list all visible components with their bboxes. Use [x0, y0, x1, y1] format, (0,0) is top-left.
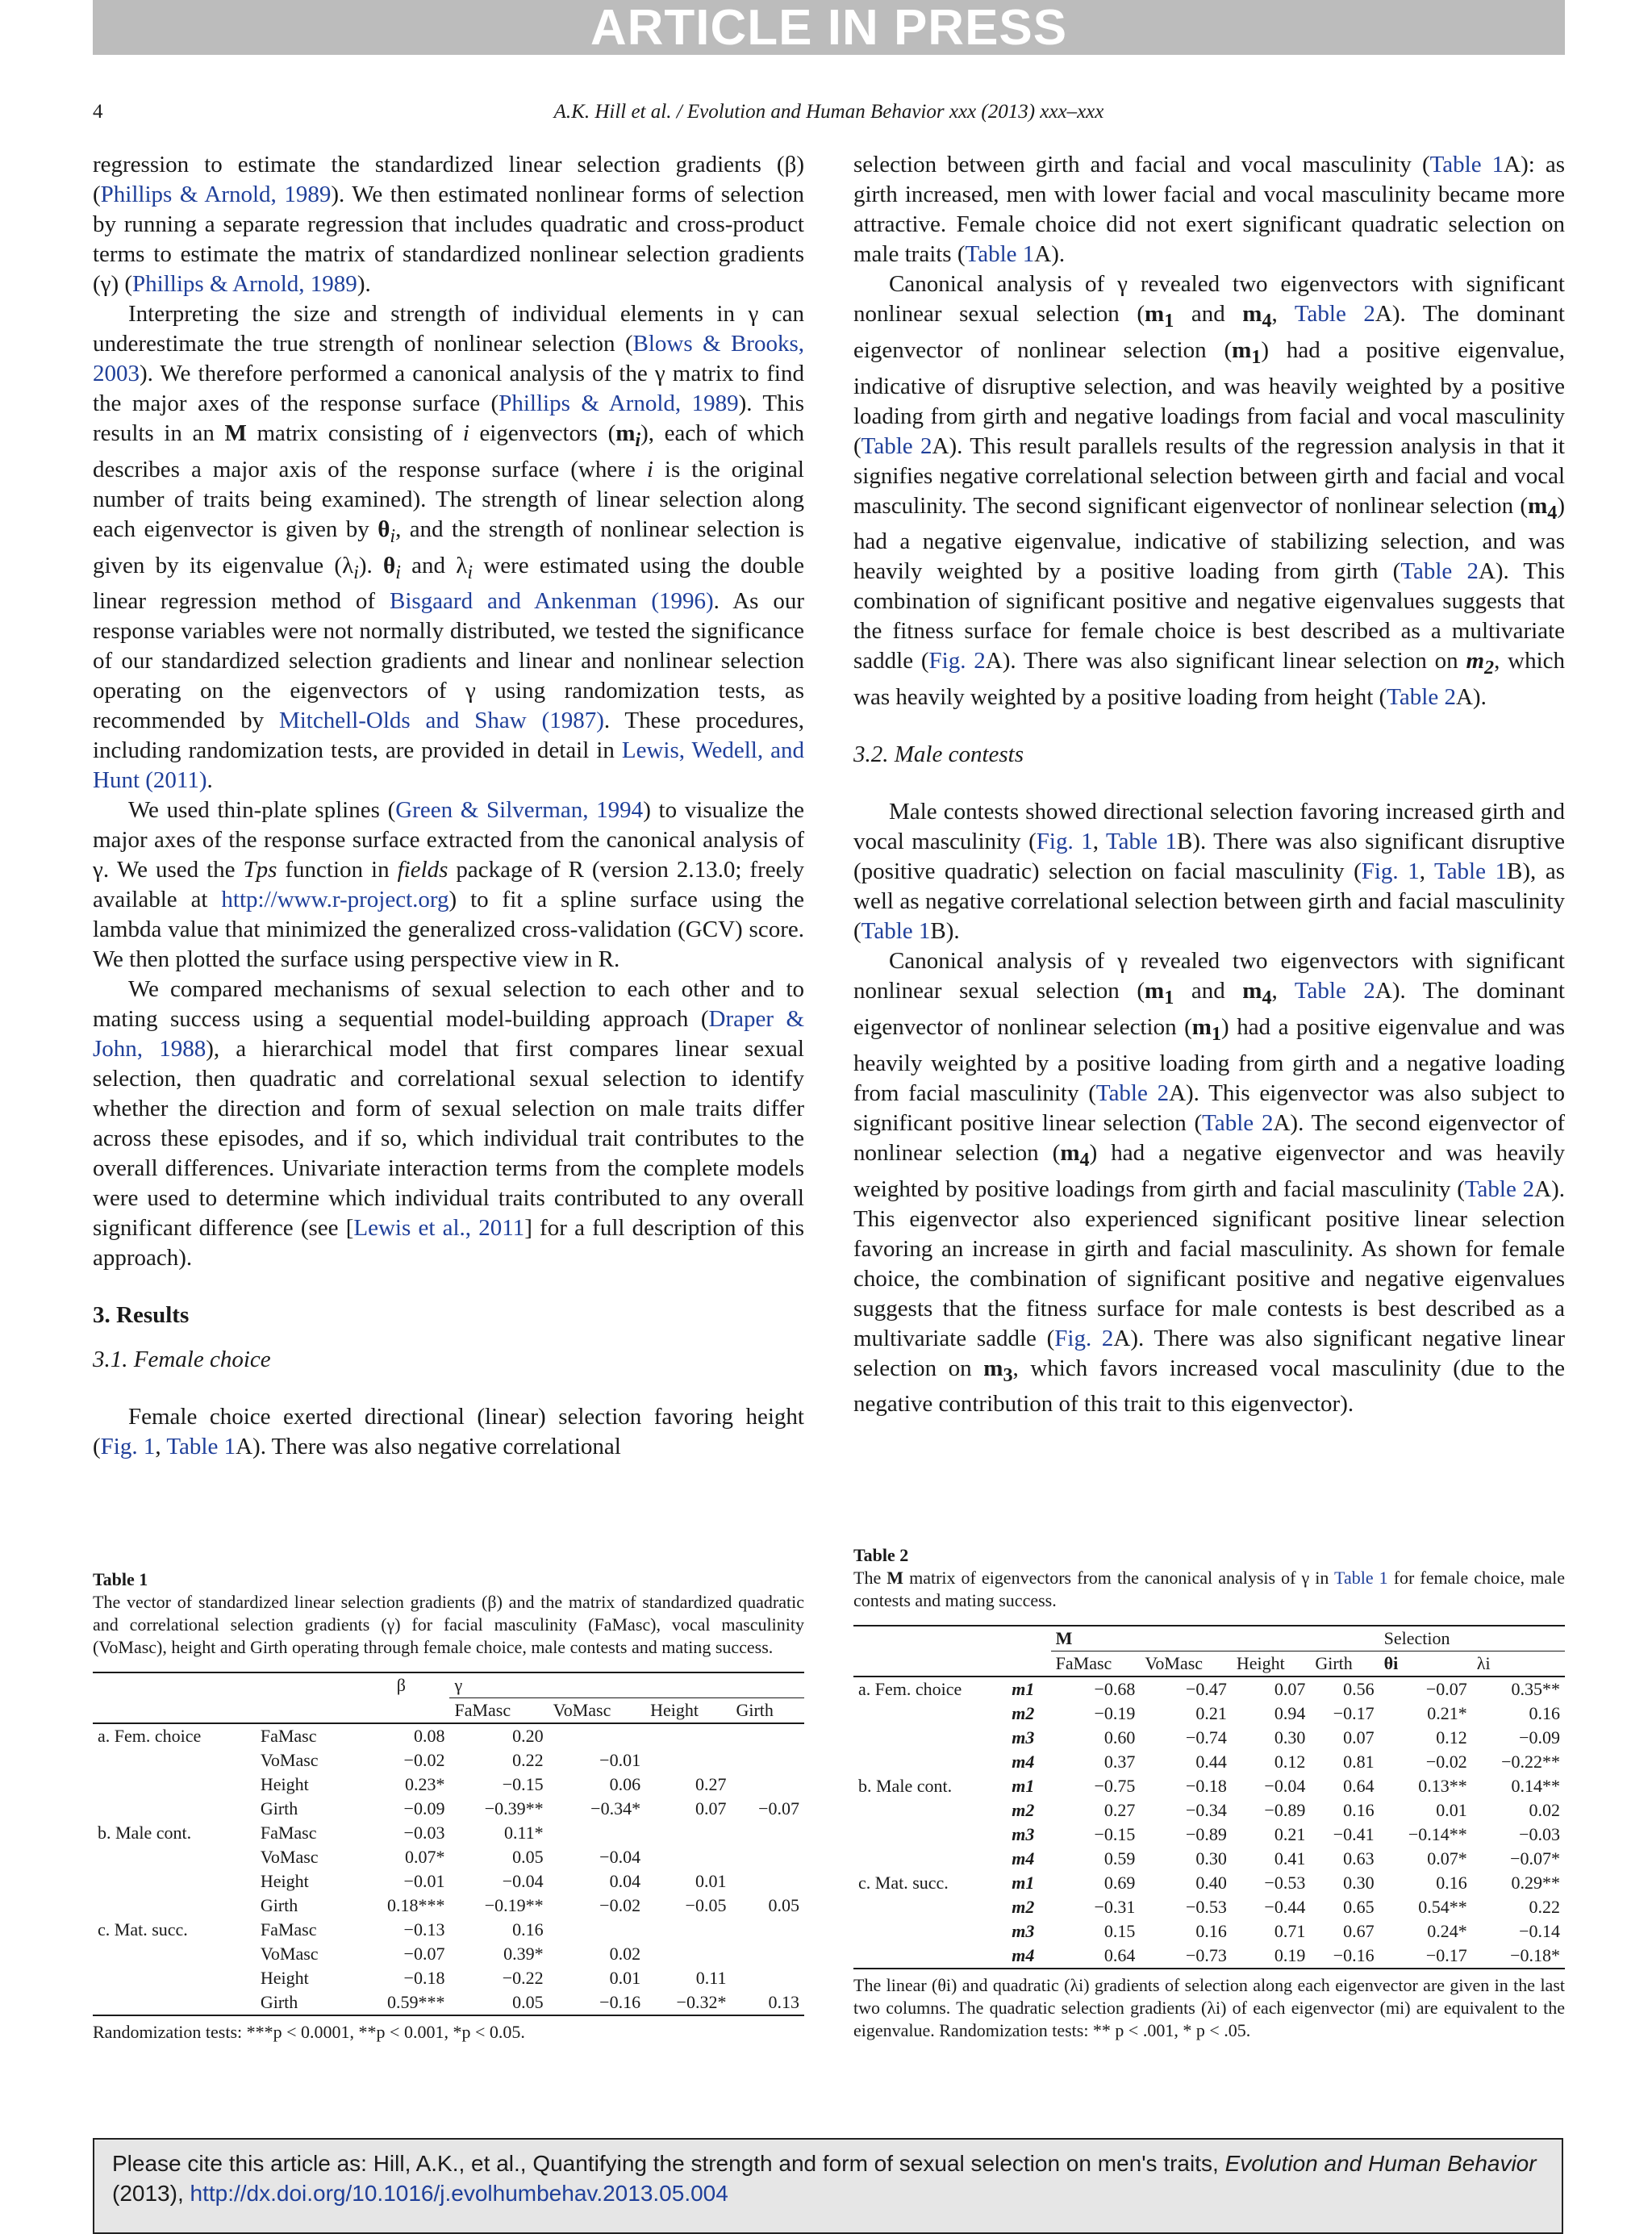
table-cell: 0.04 [609, 1871, 641, 1891]
table-cell: −0.01 [599, 1750, 641, 1770]
table-cell: 0.63 [1343, 1848, 1375, 1869]
table-cell: 0.12 [1274, 1752, 1306, 1772]
paragraph-female-choice-3: Canonical analysis of γ revealed two eigenvectors with significant nonlinear sexual selection ($m_1$ and $m_4$, Table 2A). The dominant eigenvector of nonlinear selection $(m_1)$ had a positive eigenvalue, indicative of disruptive selection, and was heavily weighted by a positive loading from girth and negative loadings from facial and vocal masculinity (Table 2A). This result parallels results of the regression analysis in that it signifies negative correlational selection between girth and facial and vocal masculinity. The second significant eigenvector of nonlinear selection $(m_4)$ had a negative eigenvalue, indicative of stabilizing selection, and was heavily weighted by a positive loading from girth (Table 2A). This combination of significant positive and negative eigenvalues suggests that the fitness surface for female choice is best described as a multivariate saddle (Fig. 2A). There was also significant linear selection on $m_2$, which was heavily weighted by a positive loading from height (Table 2A). [853, 271, 1565, 711]
table-cell: Height [260, 1871, 309, 1891]
table-cell: FaMasc [260, 1823, 317, 1843]
table-2-col-header: VoMasc [1145, 1653, 1204, 1673]
ref-link[interactable]: Draper & John, 1988 [93, 1006, 804, 1063]
table-1-gamma-header: γ [449, 1672, 804, 1698]
fig-link[interactable]: Fig. 1 [100, 1434, 156, 1460]
table-cell [645, 1918, 731, 1942]
table-cell: Girth [260, 1798, 298, 1819]
table-cell: 0.20 [512, 1726, 544, 1746]
table-cell [549, 1723, 645, 1748]
section-heading-results: 3. Results [93, 1302, 190, 1329]
table-cell [731, 1723, 804, 1748]
table-cell: −0.04 [502, 1871, 544, 1891]
table-cell: 0.05 [512, 1992, 544, 2012]
table-row [93, 1942, 804, 1966]
table-row [93, 1894, 804, 1918]
table-cell: 0.44 [1195, 1752, 1227, 1772]
table-cell [549, 1821, 645, 1845]
table-row [853, 1847, 1565, 1871]
table-link[interactable]: Table 1 [965, 241, 1035, 267]
table-cell: 0.01 [695, 1871, 727, 1891]
table-cell: −0.07 [403, 1944, 445, 1964]
table-cell: −0.07 [758, 1798, 799, 1819]
table-cell [731, 1845, 804, 1869]
table-cell: −0.04 [1264, 1776, 1306, 1796]
table-2-col-header: Girth [1315, 1653, 1353, 1673]
table-cell [853, 1702, 1007, 1726]
table-cell: 0.16 [512, 1919, 544, 1940]
table-2-footnote: The linear (θi) and quadratic (λi) gradients of selection along each eigenvector are given in the last two columns. The quadratic selection gradients (λi) of each eigenvector (mi) are equivalent to the eigenvalue. Randomization tests: ** p < .001, * p < .05. [853, 1968, 1565, 2042]
table-cell: −0.09 [1519, 1727, 1560, 1748]
table-cell: 0.22 [512, 1750, 544, 1770]
table-cell [549, 1918, 645, 1942]
r-project-link[interactable]: http://www.r-project.org [221, 887, 449, 913]
table-cell: 0.01 [609, 1968, 641, 1988]
ref-link[interactable]: Phillips & Arnold, 1989 [100, 182, 332, 207]
table-cell: b. Male cont. [858, 1776, 953, 1796]
table-cell: −0.13 [403, 1919, 445, 1940]
table-cell [731, 1942, 804, 1966]
table-cell: −0.14** [1408, 1824, 1467, 1844]
table-cell: −0.31 [1094, 1897, 1136, 1917]
table-1-title: Table 1 [93, 1569, 148, 1589]
table-cell: m2 [1012, 1800, 1035, 1820]
table-cell: 0.16 [1343, 1800, 1375, 1820]
table-cell: 0.07* [1427, 1848, 1467, 1869]
table-cell [853, 1798, 1007, 1823]
table-cell [93, 1966, 256, 1990]
table-cell: 0.13** [1418, 1776, 1467, 1796]
table-cell: −0.18* [1510, 1945, 1560, 1965]
table-cell: −0.15 [1094, 1824, 1136, 1844]
table-cell: VoMasc [260, 1750, 319, 1770]
table-row [93, 1990, 804, 2015]
table-cell: VoMasc [260, 1944, 319, 1964]
table-cell: −0.41 [1333, 1824, 1375, 1844]
fig-link[interactable]: Fig. 2 [1054, 1325, 1114, 1351]
table-1-beta-header: β [396, 1675, 406, 1696]
article-in-press-banner: ARTICLE IN PRESS [93, 0, 1565, 55]
table-cell: 0.16 [1529, 1703, 1560, 1723]
table-2-col-header: FaMasc [1055, 1653, 1112, 1673]
table-cell: −0.03 [1519, 1824, 1560, 1844]
table-cell: −0.19 [1094, 1703, 1136, 1723]
table-cell: −0.19** [484, 1895, 544, 1915]
table-cell: 0.30 [1343, 1873, 1375, 1893]
table-link[interactable]: Table 2 [1294, 301, 1375, 327]
table-row [853, 1944, 1565, 1968]
table-cell: −0.02 [403, 1750, 445, 1770]
table-cell: −0.14 [1519, 1921, 1560, 1941]
doi-link[interactable]: http://dx.doi.org/10.1016/j.evolhumbehav.2013.05.004 [190, 2181, 728, 2206]
table-row [93, 1918, 804, 1942]
table-cell: m4 [1012, 1945, 1035, 1965]
table-cell [853, 1944, 1007, 1968]
table-row [93, 1845, 804, 1869]
table-cell: −0.07* [1510, 1848, 1560, 1869]
table-cell: 0.40 [1195, 1873, 1227, 1893]
table-cell: 0.59*** [386, 1992, 445, 2012]
table-cell: m3 [1012, 1727, 1035, 1748]
table-cell [731, 1869, 804, 1894]
fig-link[interactable]: Fig. 1 [1036, 829, 1093, 855]
table-cell: −0.07 [1425, 1679, 1467, 1699]
table-cell: 0.07 [1274, 1679, 1306, 1699]
table-cell: m2 [1012, 1897, 1035, 1917]
table-cell: −0.44 [1264, 1897, 1306, 1917]
table-cell [731, 1821, 804, 1845]
subsection-heading-male-contests: 3.2. Male contests [853, 741, 1024, 768]
table-2-grid [853, 1625, 1565, 1968]
table-link[interactable]: Table 1 [1105, 829, 1177, 855]
paragraph-methods-4: We compared mechanisms of sexual selection to each other and to mating success using a sequential model-building approach (Draper & John, 1988), a hierarchical model that first compares linear sexual selection, then quadratic and correlational sexual selection to identify whether the direction and form of sexual selection on male traits differ across these episodes, and if so, which individual trait contributes to the overall differences. Univariate interaction terms from the complete models were used to determine which individual traits contributed to any overall significant difference (see [Lewis et al., 2011] for a full description of this approach). [93, 976, 804, 1272]
table-cell: −0.89 [1264, 1800, 1306, 1820]
table-cell: −0.22 [502, 1968, 544, 1988]
table-cell: −0.02 [599, 1895, 641, 1915]
table-1-caption: The vector of standardized linear selection gradients (β) and the matrix of standardized quadratic and correlational selection gradients (γ) for facial masculinity (FaMasc), vocal masculinity (VoMasc), height and Girth operating through female choice, male contests and mating success. [93, 1592, 804, 1657]
table-cell: Height [260, 1774, 309, 1794]
table-cell [853, 1823, 1007, 1847]
table-1-col-header: FaMasc [454, 1700, 511, 1720]
table-link[interactable]: Table 2 [1294, 978, 1375, 1004]
paragraph-female-choice-2: selection between girth and facial and vocal masculinity (Table 1A): as girth increased, men with lower facial and vocal masculinity became more attractive. Female choice did not exert significant quadratic selection on male traits (Table 1A). [853, 152, 1565, 267]
table-cell [93, 1990, 256, 2015]
table-cell: 0.54** [1418, 1897, 1467, 1917]
table-cell: −0.02 [1425, 1752, 1467, 1772]
table-1-footnote: Randomization tests: ***p < 0.0001, **p < 0.001, *p < 0.05. [93, 2015, 804, 2044]
table-link[interactable]: Table 2 [861, 432, 932, 459]
table-cell [645, 1723, 731, 1748]
table-cell: −0.22** [1501, 1752, 1560, 1772]
table-cell: −0.34* [590, 1798, 641, 1819]
table-cell: Height [260, 1968, 309, 1988]
table-cell: 0.12 [1436, 1727, 1467, 1748]
table-link[interactable]: Table 1 [1334, 1568, 1388, 1588]
table-cell [93, 1894, 256, 1918]
table-cell: VoMasc [260, 1847, 319, 1867]
ref-link[interactable]: Phillips & Arnold, 1989 [132, 271, 357, 297]
table-cell: 0.21 [1195, 1703, 1227, 1723]
table-link[interactable]: Table 1 [861, 918, 931, 945]
ref-link[interactable]: Bisgaard and Ankenman (1996) [389, 588, 714, 615]
table-row [853, 1919, 1565, 1944]
table-cell: 0.41 [1274, 1848, 1306, 1869]
table-cell: m4 [1012, 1848, 1035, 1869]
running-head: A.K. Hill et al. / Evolution and Human Behavior xxx (2013) xxx–xxx [553, 101, 1104, 123]
table-cell: 0.67 [1343, 1921, 1375, 1941]
table-cell: −0.16 [599, 1992, 641, 2012]
table-link[interactable]: Table 1 [1429, 152, 1504, 177]
table-cell: 0.64 [1343, 1776, 1375, 1796]
table-cell [645, 1845, 731, 1869]
table-cell: −0.39** [484, 1798, 544, 1819]
table-cell [93, 1773, 256, 1797]
table-cell: 0.05 [512, 1847, 544, 1867]
page-number: 4 [93, 101, 103, 123]
table-row [853, 1726, 1565, 1750]
table-cell: −0.03 [403, 1823, 445, 1843]
table-2-col-header: Height [1236, 1653, 1285, 1673]
table-cell: −0.53 [1264, 1873, 1306, 1893]
paragraph-female-choice-1: Female choice exerted directional (linear) selection favoring height (Fig. 1, Table 1A). There was also negative correlational [93, 1404, 804, 1460]
table-2 [853, 1544, 1565, 2042]
table-row [853, 1702, 1565, 1726]
table-link[interactable]: Table 1 [1434, 858, 1508, 885]
table-1-col-header: Girth [736, 1700, 774, 1720]
table-row [93, 1797, 804, 1821]
table-cell: 0.19 [1274, 1945, 1306, 1965]
ref-link[interactable]: Phillips & Arnold, 1989 [499, 390, 739, 416]
ref-link[interactable]: Blows & Brooks, 2003 [93, 331, 804, 386]
table-cell: 0.07 [695, 1798, 727, 1819]
table-cell: 0.07 [1343, 1727, 1375, 1748]
table-cell: −0.05 [685, 1895, 727, 1915]
table-2-title: Table 2 [853, 1545, 909, 1565]
table-cell: −0.34 [1185, 1800, 1227, 1820]
table-cell: 0.18*** [386, 1895, 445, 1915]
table-cell: 0.11 [695, 1968, 727, 1988]
table-cell: 0.24* [1427, 1921, 1467, 1941]
right-column [853, 150, 1565, 1419]
table-cell: 0.16 [1195, 1921, 1227, 1941]
table-cell: −0.89 [1185, 1824, 1227, 1844]
table-cell [93, 1845, 256, 1869]
table-cell: 0.35** [1511, 1679, 1560, 1699]
paragraph-methods-2: Interpreting the size and strength of individual elements in γ can underestimate the true strength of nonlinear selection (Blows & Brooks, 2003). We therefore performed a canonical analysis of the γ matrix to find the major axes of the response surface (Phillips & Arnold, 1989). This results in an M matrix consisting of i eigenvectors $(m_i)$, each of which describes a major axis of the response surface (where i is the original number of traits being examined). The strength of linear selection along each eigenvector is given by $\theta_i$, and the strength of nonlinear selection is given by its eigenvalue $(\lambda_i)$. $\theta_i$ and $\lambda_i$ were estimated using the double linear regression method of Bisgaard and Ankenman (1996). As our response variables were not normally distributed, we tested the significance of our standardized selection gradients and linear and nonlinear selection operating on the eigenvectors of γ using randomization tests, as recommended by Mitchell-Olds and Shaw (1987). These procedures, including randomization tests, are provided in detail in Lewis, Wedell, and Hunt (2011). [93, 301, 804, 794]
table-cell: Girth [260, 1992, 298, 2012]
table-row [93, 1869, 804, 1894]
table-link[interactable]: Table 2 [1202, 1109, 1274, 1136]
table-cell: m3 [1012, 1921, 1035, 1941]
table-cell: −0.17 [1425, 1945, 1467, 1965]
table-cell: 0.08 [413, 1726, 445, 1746]
table-cell: 0.14** [1511, 1776, 1560, 1796]
table-link[interactable]: Table 1 [166, 1434, 236, 1460]
table-cell [853, 1847, 1007, 1871]
table-cell: b. Male cont. [98, 1823, 192, 1843]
table-cell: −0.53 [1185, 1897, 1227, 1917]
table-cell: 0.02 [609, 1944, 641, 1964]
table-cell: 0.94 [1274, 1703, 1306, 1723]
table-1-grid [93, 1672, 804, 2015]
table-cell: 0.23* [404, 1774, 445, 1794]
table-cell: 0.27 [695, 1774, 727, 1794]
table-cell [93, 1748, 256, 1773]
table-cell: m3 [1012, 1824, 1035, 1844]
table-cell: 0.30 [1274, 1727, 1306, 1748]
table-row [853, 1677, 1565, 1702]
table-cell: m2 [1012, 1703, 1035, 1723]
table-cell [853, 1750, 1007, 1774]
table-cell: 0.56 [1343, 1679, 1375, 1699]
table-link[interactable]: Table 2 [1464, 1175, 1535, 1202]
table-cell: m1 [1012, 1776, 1035, 1796]
table-cell [645, 1821, 731, 1845]
table-row [93, 1748, 804, 1773]
table-cell [731, 1918, 804, 1942]
table-cell: FaMasc [260, 1726, 317, 1746]
left-column [93, 150, 804, 1462]
fig-link[interactable]: Fig. 1 [1361, 858, 1420, 885]
table-cell: m1 [1012, 1873, 1035, 1893]
table-cell [731, 1748, 804, 1773]
table-cell [645, 1942, 731, 1966]
table-cell: 0.13 [768, 1992, 799, 2012]
table-cell [731, 1773, 804, 1797]
ref-link[interactable]: Mitchell-Olds and Shaw (1987) [278, 708, 604, 734]
ref-link[interactable]: Green & Silverman, 1994 [395, 797, 644, 824]
table-cell: 0.30 [1195, 1848, 1227, 1869]
table-cell: m1 [1012, 1679, 1035, 1699]
table-cell: −0.17 [1333, 1703, 1375, 1723]
table-cell [93, 1797, 256, 1821]
table-cell [853, 1895, 1007, 1919]
table-2-col-header: θi [1383, 1653, 1399, 1673]
table-1 [93, 1568, 804, 2044]
table-cell: 0.29** [1511, 1873, 1560, 1893]
table-cell: 0.71 [1274, 1921, 1306, 1941]
paragraph-methods-1: regression to estimate the standardized linear selection gradients (β) (Phillips & Arnold, 1989). We then estimated nonlinear forms of selection by running a separate regression that includes quadratic and cross-product terms to estimate the matrix of standardized nonlinear selection gradients (γ) (Phillips & Arnold, 1989). [93, 152, 804, 297]
table-cell: −0.18 [403, 1968, 445, 1988]
table-cell: −0.47 [1185, 1679, 1227, 1699]
table-cell: −0.32* [676, 1992, 727, 2012]
table-cell: −0.15 [502, 1774, 544, 1794]
table-row [93, 1966, 804, 1990]
table-row [853, 1798, 1565, 1823]
table-cell: 0.21* [1427, 1703, 1467, 1723]
table-cell: −0.01 [403, 1871, 445, 1891]
table-row [93, 1723, 804, 1748]
table-cell: 0.07* [404, 1847, 445, 1867]
table-cell: 0.01 [1436, 1800, 1467, 1820]
citation-box: Please cite this article as: Hill, A.K., et al., Quantifying the strength and form of sexual selection on men's traits, Evolution and Human Behavior (2013), http://dx.doi.org/10.1016/j.evolhumbehav.2013.05.004 [93, 2138, 1563, 2234]
table-cell [93, 1869, 256, 1894]
table-cell: 0.65 [1343, 1897, 1375, 1917]
table-1-col-header: Height [650, 1700, 699, 1720]
table-cell: 0.60 [1103, 1727, 1136, 1748]
table-cell: 0.59 [1103, 1848, 1136, 1869]
subsection-heading-female-choice: 3.1. Female choice [93, 1347, 271, 1373]
table-cell: Girth [260, 1895, 298, 1915]
ref-link[interactable]: Lewis et al., 2011 [353, 1215, 525, 1242]
table-2-caption: The M matrix of eigenvectors from the canonical analysis of γ in Table 1 for female choice, male contests and mating success. [853, 1568, 1565, 1610]
table-cell: 0.06 [609, 1774, 641, 1794]
table-cell: −0.16 [1333, 1945, 1375, 1965]
table-cell: 0.64 [1103, 1945, 1136, 1965]
table-cell: −0.68 [1094, 1679, 1136, 1699]
table-link[interactable]: Table 2 [1095, 1079, 1170, 1106]
table-row [853, 1895, 1565, 1919]
table-cell: a. Fem. choice [98, 1726, 202, 1746]
table-cell: −0.04 [599, 1847, 641, 1867]
table-cell: 0.81 [1343, 1752, 1375, 1772]
table-cell: 0.02 [1529, 1800, 1560, 1820]
table-cell: c. Mat. succ. [98, 1919, 188, 1940]
table-2-m-header: M [1051, 1626, 1379, 1651]
table-cell: FaMasc [260, 1919, 317, 1940]
table-cell [731, 1966, 804, 1990]
table-cell: 0.15 [1103, 1921, 1136, 1941]
table-cell: 0.27 [1103, 1800, 1136, 1820]
table-cell: −0.73 [1185, 1945, 1227, 1965]
table-cell [93, 1942, 256, 1966]
table-cell [853, 1726, 1007, 1750]
table-cell: 0.69 [1103, 1873, 1136, 1893]
ref-link[interactable]: Lewis, Wedell, and Hunt (2011) [93, 737, 804, 794]
table-cell: 0.39* [503, 1944, 544, 1964]
table-cell [853, 1919, 1007, 1944]
paragraph-methods-3: We used thin-plate splines (Green & Silverman, 1994) to visualize the major axes of the response surface extracted from the canonical analysis of γ. We used the Tps function in fields package of R (version 2.13.0; freely available at http://www.r-project.org) to fit a spline surface using the lambda value that minimized the generalized cross-validation (GCV) score. We then plotted the surface using perspective view in R. [93, 797, 805, 973]
table-row [853, 1823, 1565, 1847]
table-2-col-header: λi [1476, 1653, 1491, 1673]
table-cell [645, 1748, 731, 1773]
table-row [853, 1774, 1565, 1798]
table-cell: 0.22 [1529, 1897, 1560, 1917]
fig-link[interactable]: Fig. 2 [928, 648, 986, 674]
table-cell: −0.75 [1094, 1776, 1136, 1796]
table-2-selection-header: Selection [1379, 1626, 1565, 1651]
table-cell: 0.11* [503, 1823, 544, 1843]
table-row [93, 1773, 804, 1797]
paragraph-male-contests-2: Canonical analysis of γ revealed two eigenvectors with significant nonlinear sexual selection ($m_1$ and $m_4$, Table 2A). The dominant eigenvector of nonlinear selection $(m_1)$ had a positive eigenvalue and was heavily weighted by a positive loading from girth and a negative loading from facial masculinity (Table 2A). This eigenvector was also subject to significant positive linear selection (Table 2A). The second eigenvector of nonlinear selection $(m_4)$ had a negative eigenvector and was heavily weighted by positive loadings from girth and facial masculinity (Table 2A). This eigenvector also experienced significant positive linear selection favoring an increase in girth and facial masculinity. As shown for female choice, the combination of significant positive and negative eigenvalues suggests that the fitness surface for male contests is best described as a multivariate saddle (Fig. 2A). There was also significant negative linear selection on $m_3$, which favors increased vocal masculinity (due to the negative contribution of this trait to this eigenvector). [853, 948, 1566, 1418]
paragraph-male-contests-1: Male contests showed directional selection favoring increased girth and vocal masculinity (Fig. 1, Table 1B). There was also significant disruptive (positive quadratic) selection on facial masculinity (Fig. 1, Table 1B), as well as negative correlational selection between girth and facial masculinity (Table 1B). [853, 799, 1566, 945]
table-row [93, 1821, 804, 1845]
table-link[interactable]: Table 2 [1387, 684, 1456, 711]
table-row [853, 1750, 1565, 1774]
table-cell: −0.74 [1185, 1727, 1227, 1748]
table-link[interactable]: Table 2 [1400, 558, 1479, 585]
table-cell: 0.05 [768, 1895, 799, 1915]
table-cell: −0.09 [403, 1798, 445, 1819]
table-cell: 0.16 [1436, 1873, 1467, 1893]
table-row [853, 1871, 1565, 1895]
table-cell: 0.37 [1103, 1752, 1136, 1772]
table-cell: a. Fem. choice [858, 1679, 962, 1699]
table-cell: 0.21 [1274, 1824, 1306, 1844]
table-cell: c. Mat. succ. [858, 1873, 949, 1893]
table-cell: m4 [1012, 1752, 1035, 1772]
table-cell: −0.18 [1185, 1776, 1227, 1796]
table-1-col-header: VoMasc [553, 1700, 611, 1720]
